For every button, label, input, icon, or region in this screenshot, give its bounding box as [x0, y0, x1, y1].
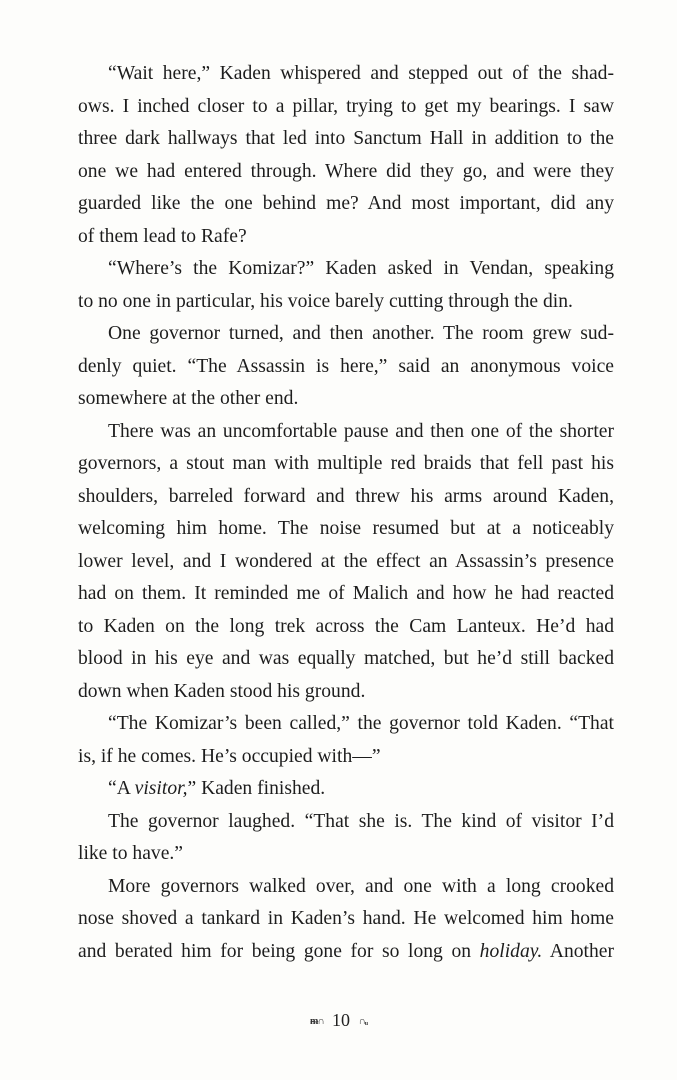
text-line: down when Kaden stood his ground.: [78, 680, 366, 702]
text-line: had on them. It reminded me of Malich and how he had reacted: [78, 583, 614, 604]
text-segment: “A: [108, 778, 135, 799]
text-line: [78, 936, 614, 969]
text-line: “Wait here,” Kaden whispered and stepped out of the shad-: [108, 63, 614, 84]
text-line: of them lead to Rafe?: [78, 225, 247, 247]
text-line: lower level, and I wondered at the effect an Assassin’s presence: [78, 550, 614, 572]
ornament-left-icon: ᵯ∩: [310, 1015, 324, 1027]
text-line: nose shoved a tankard in Kaden’s hand. He welcomed him home: [78, 908, 614, 929]
text-line: three dark hallways that led into Sanctum Hall in addition to the: [78, 128, 614, 149]
text-line: welcoming him home. The noise resumed but at a noticeably: [78, 518, 614, 539]
text-line: One governor turned, and then another. The room grew sud-: [108, 323, 614, 344]
emphasized-word: visitor,: [134, 778, 188, 799]
text-line: governors, a stout man with multiple red braids that fell past his: [78, 453, 614, 474]
text-line: shoulders, barreled forward and threw his arms around Kaden,: [78, 485, 614, 507]
page-footer: [0, 1008, 677, 1034]
text-segment: ” Kaden finished.: [187, 778, 326, 799]
text-segment: Another: [542, 940, 614, 962]
page-number: 10: [332, 1010, 351, 1030]
text-line: There was an uncomfortable pause and then one of the shorter: [108, 420, 614, 442]
text-line: guarded like the one behind me? And most important, did any: [78, 193, 614, 214]
text-line: More governors walked over, and one with a long crooked: [108, 875, 614, 897]
text-line: somewhere at the other end.: [78, 388, 299, 409]
text-line: to Kaden on the long trek across the Cam Lanteux. He’d had: [78, 615, 614, 637]
text-line: “The Komizar’s been called,” the governor told Kaden. “That: [108, 713, 614, 734]
text-line: blood in his eye and was equally matched, but he’d still backed: [78, 648, 614, 669]
text-line: [78, 773, 614, 806]
text-line: The governor laughed. “That she is. The kind of visitor I’d: [108, 810, 614, 832]
ornament-right-icon: ∩ᵤ: [358, 1015, 367, 1027]
text-line: like to have.”: [78, 843, 184, 864]
text-line: to no one in particular, his voice barely cutting through the din.: [78, 290, 573, 312]
text-line: ows. I inched closer to a pillar, trying to get my bearings. I saw: [78, 95, 614, 117]
text-line: one we had entered through. Where did they go, and were they: [78, 160, 614, 182]
text-line: is, if he comes. He’s occupied with—”: [78, 745, 381, 767]
text-segment: and berated him for being gone for so long on: [78, 940, 480, 962]
text-line: “Where’s the Komizar?” Kaden asked in Vendan, speaking: [108, 258, 614, 279]
body-text: [78, 58, 614, 968]
text-line: denly quiet. “The Assassin is here,” said an anonymous voice: [78, 355, 614, 377]
emphasized-word: holiday.: [479, 940, 543, 962]
